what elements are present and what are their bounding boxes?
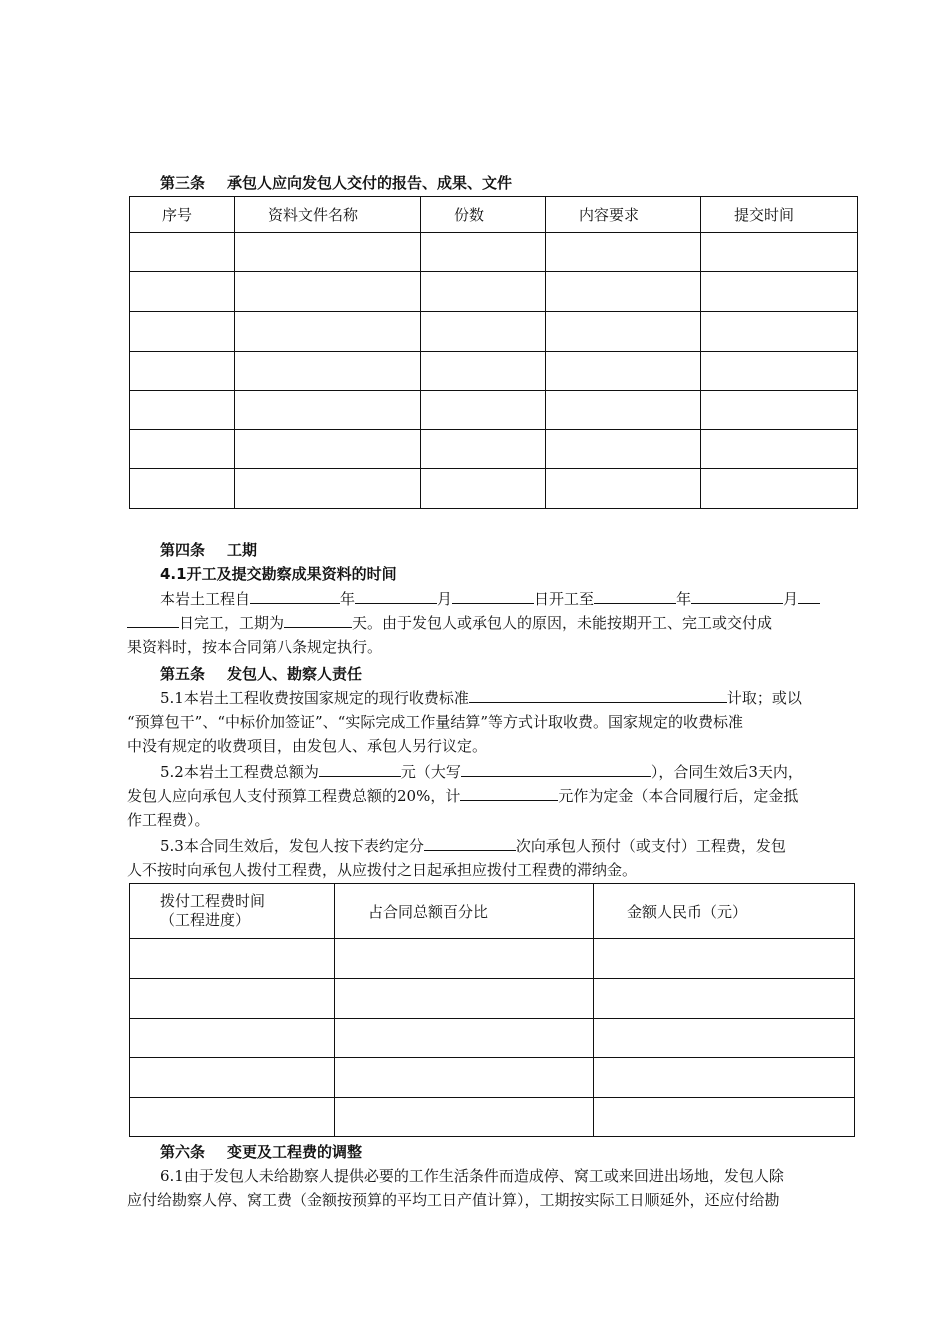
fee-standard-blank[interactable]	[469, 687, 727, 703]
table-row	[130, 1098, 855, 1137]
section-4-1-heading: 4.1开工及提交勘察成果资料的时间	[160, 565, 397, 583]
start-year-blank[interactable]	[250, 588, 340, 604]
table-header-row	[130, 197, 858, 233]
table-cell[interactable]	[130, 469, 235, 509]
table-cell[interactable]	[130, 352, 235, 391]
table-row	[130, 391, 858, 430]
table-cell[interactable]	[235, 469, 421, 509]
table-cell[interactable]	[546, 430, 701, 469]
table-cell[interactable]	[335, 1098, 594, 1137]
header-copies: 份数	[421, 197, 546, 233]
article-6-heading	[160, 1141, 362, 1162]
clause-6-1-line-2: 应付给勘察人停、窝工费（金额按预算的平均工日产值计算），工期按实际工日顺延外，还应付给勘	[127, 1191, 780, 1209]
table-cell[interactable]	[701, 430, 858, 469]
header-amount-rmb: 金额人民币（元）	[594, 884, 855, 939]
table-cell[interactable]	[335, 979, 594, 1019]
table-cell[interactable]	[421, 430, 546, 469]
header-submission-time: 提交时间	[701, 197, 858, 233]
table-cell[interactable]	[235, 430, 421, 469]
table-cell[interactable]	[130, 1098, 335, 1137]
table-cell[interactable]	[130, 1019, 335, 1058]
table-cell[interactable]	[335, 939, 594, 979]
table-cell[interactable]	[130, 233, 235, 272]
clause-6-1-line-1: 6.1由于发包人未给勘察人提供必要的工作生活条件而造成停、窝工或来回进出场地，发包人除	[160, 1167, 784, 1185]
table-cell[interactable]	[235, 233, 421, 272]
table-cell[interactable]	[421, 272, 546, 312]
end-year-blank[interactable]	[594, 588, 676, 604]
table-cell[interactable]	[701, 272, 858, 312]
deliverables-table	[129, 196, 858, 509]
clause-5-1-line-3: 中没有规定的收费项目，由发包人、承包人另行议定。	[127, 737, 488, 755]
table-cell[interactable]	[701, 352, 858, 391]
table-cell[interactable]	[421, 312, 546, 352]
article-5-number: 第五条	[160, 665, 206, 683]
table-row	[130, 233, 858, 272]
clause-5-3-line-1: 5.3本合同生效后，发包人按下表约定分 次向承包人预付（或支付）工程费，发包	[160, 837, 786, 855]
total-fee-uppercase-blank[interactable]	[461, 761, 651, 777]
article-4-line-2: 日完工，工期为 天。由于发包人或承包人的原因，未能按期开工、完工或交付成	[127, 611, 772, 636]
article-4-title: 工期	[227, 541, 258, 559]
article-4-line-1: 本岩土工程自 年 月 日开工至 年 月	[160, 587, 820, 612]
table-row	[130, 430, 858, 469]
article-4-number: 第四条	[160, 541, 206, 559]
clause-5-1-line-1: 5.1本岩土工程收费按国家规定的现行收费标准 计取；或以	[160, 689, 802, 707]
header-percentage: 占合同总额百分比	[335, 884, 594, 939]
table-cell[interactable]	[594, 1098, 855, 1137]
table-row	[130, 352, 858, 391]
table-cell[interactable]	[546, 272, 701, 312]
end-month-blank[interactable]	[691, 588, 783, 604]
clause-5-2-line-2: 发包人应向承包人支付预算工程费总额的20%，计 元作为定金（本合同履行后，定金抵	[127, 787, 799, 805]
table-row	[130, 1019, 855, 1058]
article-6-number: 第六条	[160, 1143, 206, 1161]
table-row	[130, 1058, 855, 1098]
deposit-amount-blank[interactable]	[460, 785, 558, 801]
header-document-name: 资料文件名称	[235, 197, 421, 233]
table-cell[interactable]	[546, 352, 701, 391]
start-day-blank[interactable]	[452, 588, 534, 604]
header-serial-number: 序号	[130, 197, 235, 233]
article-6-title: 变更及工程费的调整	[227, 1143, 363, 1161]
table-cell[interactable]	[235, 352, 421, 391]
header-payment-time: 拨付工程费时间 （工程进度）	[130, 884, 335, 939]
table-cell[interactable]	[594, 1019, 855, 1058]
start-month-blank[interactable]	[355, 588, 437, 604]
article-3-title: 承包人应向发包人交付的报告、成果、文件	[227, 174, 513, 192]
payment-schedule-table	[129, 883, 855, 1137]
table-cell[interactable]	[130, 979, 335, 1019]
header-content-requirements: 内容要求	[546, 197, 701, 233]
table-cell[interactable]	[594, 939, 855, 979]
table-cell[interactable]	[130, 1058, 335, 1098]
table-cell[interactable]	[701, 391, 858, 430]
table-cell[interactable]	[130, 430, 235, 469]
table-cell[interactable]	[546, 233, 701, 272]
table-cell[interactable]	[421, 391, 546, 430]
table-cell[interactable]	[130, 272, 235, 312]
table-row	[130, 272, 858, 312]
article-4-heading	[160, 539, 257, 560]
total-fee-blank[interactable]	[319, 761, 401, 777]
article-5-title: 发包人、勘察人责任	[227, 665, 363, 683]
table-cell[interactable]	[546, 469, 701, 509]
table-cell[interactable]	[701, 312, 858, 352]
table-cell[interactable]	[130, 939, 335, 979]
table-cell[interactable]	[335, 1019, 594, 1058]
article-3-heading	[160, 172, 512, 193]
clause-5-2-line-1: 5.2本岩土工程费总额为 元（大写 ），合同生效后3天内，	[160, 763, 803, 781]
table-cell[interactable]	[335, 1058, 594, 1098]
table-cell[interactable]	[594, 1058, 855, 1098]
table-row	[130, 469, 858, 509]
table-row	[130, 312, 858, 352]
article-3-number: 第三条	[160, 174, 206, 192]
table-cell[interactable]	[701, 469, 858, 509]
clause-5-3-line-2: 人不按时向承包人拨付工程费，从应拨付之日起承担应拨付工程费的滞纳金。	[127, 861, 638, 879]
table-cell[interactable]	[130, 312, 235, 352]
table-cell[interactable]	[701, 233, 858, 272]
table-cell[interactable]	[235, 312, 421, 352]
table-header-row	[130, 884, 855, 939]
table-cell[interactable]	[421, 352, 546, 391]
table-cell[interactable]	[594, 979, 855, 1019]
article-4-line-3: 果资料时，按本合同第八条规定执行。	[127, 638, 383, 656]
table-cell[interactable]	[235, 391, 421, 430]
table-row	[130, 979, 855, 1019]
table-cell[interactable]	[235, 272, 421, 312]
clause-5-2-line-3: 作工程费）。	[127, 811, 210, 829]
article-5-heading	[160, 663, 362, 684]
table-cell[interactable]	[421, 469, 546, 509]
table-row	[130, 939, 855, 979]
table-cell[interactable]	[421, 233, 546, 272]
table-cell[interactable]	[130, 391, 235, 430]
duration-days-blank[interactable]	[284, 612, 352, 628]
end-day-blank[interactable]	[127, 612, 179, 628]
table-cell[interactable]	[546, 391, 701, 430]
table-cell[interactable]	[546, 312, 701, 352]
clause-5-1-line-2: “预算包干”、“中标价加签证”、“实际完成工作量结算”等方式计取收费。国家规定的收费标准	[127, 713, 744, 731]
installments-blank[interactable]	[424, 835, 516, 851]
end-day-blank-start[interactable]	[798, 588, 820, 604]
